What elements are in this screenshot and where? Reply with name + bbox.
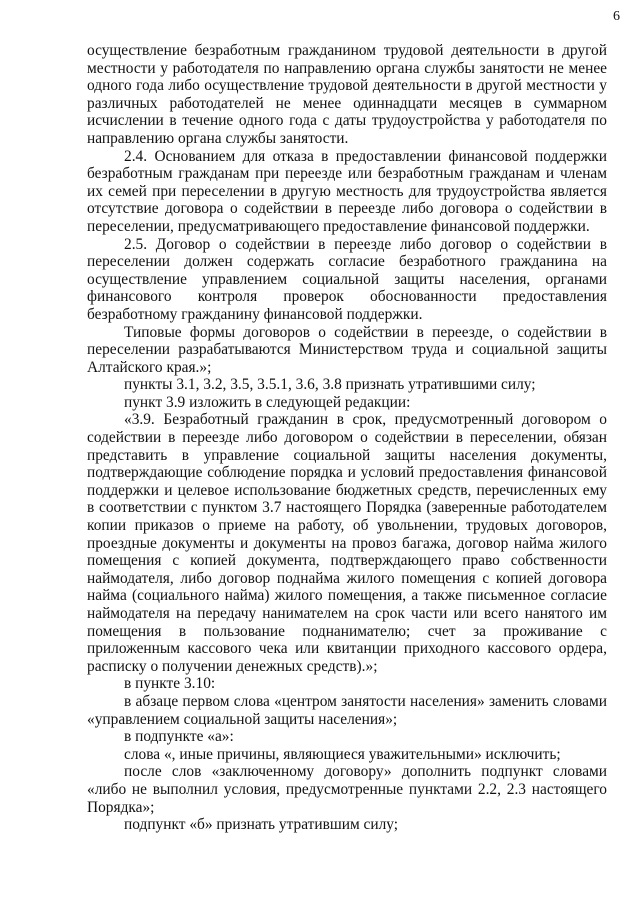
paragraph-2-5: 2.5. Договор о содействии в переезде либо договор о содействии в переселении должен содержать согласие безработного гражданина на осуществление управлением социальной защиты населения, органами финансового контроля проверок обоснованности предоставления безработному гражданину финансовой поддержки. [87, 235, 607, 323]
paragraph-point-3-9-intro: пункт 3.9 изложить в следующей редакции: [124, 393, 411, 411]
paragraph-2-4: 2.4. Основанием для отказа в предоставлении финансовой поддержки безработным гражданам при переезде или безработным гражданам и членам их семей при переселении в другую местность для трудоустройства является отсутствие договора о содействии в переезде либо договора о содействии в переселении, предусматривающего предоставление финансовой поддержки. [87, 147, 607, 235]
paragraph-typical-forms: Типовые формы договоров о содействии в переезде, о содействии в переселении разрабатываются Министерством труда и социальной защиты Алтайского края.»; [87, 323, 607, 376]
document-body [87, 42, 607, 834]
page-number: 6 [613, 9, 620, 24]
paragraph-subpoint-a-words: слова «, иные причины, являющиеся уважительными» исключить; [124, 745, 561, 763]
paragraph-point-3-9: «3.9. Безработный гражданин в срок, предусмотренный договором о содействии в переезде либо договором о содействии в переселении, обязан представить в управление социальной защиты населения документы, подтверждающие соблюдение порядка и условий предоставления финансовой поддержки и целевое использование бюджетных средств, перечисленных ему в соответствии с пунктом 3.7 настоящего Порядка (заверенные работодателем копии приказов о приеме на работу, об увольнении, трудовых договоров, проездные документы и документы на провоз багажа, договор найма жилого помещения с копией документа, подтверждающего право собственности наймодателя, либо договор поднайма жилого помещения с копией договора найма (социального найма) жилого помещения, а также письменное согласие наймодателя на передачу нанимателем на срок части или всего нанятого им помещения в пользование поднанимателю; счет за проживание с приложенным кассового чека или квитанции приходного кассового ордера, расписку о получении денежных средств).»; [87, 411, 607, 675]
paragraph-subpoint-a-addition: после слов «заключенному договору» дополнить подпункт словами «либо не выполнил условия, предусмотренные пунктами 2.2, 2.3 настоящего Порядка»; [87, 763, 607, 816]
paragraph-first-abzac: в абзаце первом слова «центром занятости населения» заменить словами «управлением социальной защиты населения»; [87, 692, 607, 728]
paragraph-points-repealed: пункты 3.1, 3.2, 3.5, 3.5.1, 3.6, 3.8 признать утратившими силу; [124, 376, 536, 394]
paragraph-point-3-10-intro: в пункте 3.10: [124, 675, 216, 693]
paragraph-continuation: осуществление безработным гражданином трудовой деятельности в другой местности у работодателя по направлению органа службы занятости не менее одного года либо осуществление трудовой деятельности в другой местности у различных работодателей не менее одиннадцати месяцев в суммарном исчислении в течение одного года с даты трудоустройства у работодателя по направлению органа службы занятости. [87, 42, 607, 147]
paragraph-subpoint-a-intro: в подпункте «а»: [124, 728, 234, 746]
paragraph-subpoint-b: подпункт «б» признать утратившим силу; [124, 816, 399, 834]
